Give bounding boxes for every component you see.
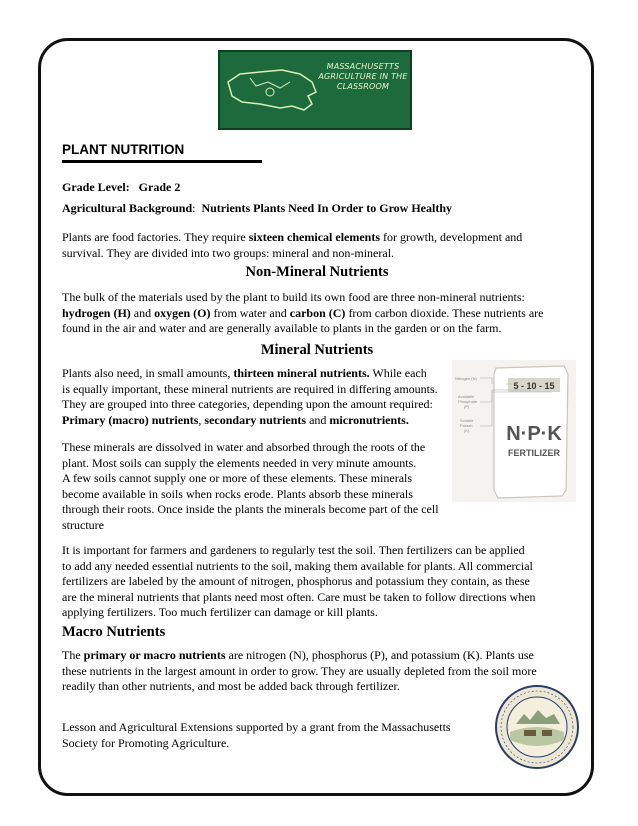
background-label: Agricultural Background [62,201,193,215]
npk-fertilizer-bag-image [452,360,576,502]
mineral-comma: , [198,412,205,427]
nonmineral-from: from water and [210,305,290,320]
mineral-p1a: Plants also need, in small amounts, [62,366,234,380]
masssachusetts-ag-logo [218,50,412,130]
macro-line2: these nutrients in the largest amount in order to grow. They are usually depleted from the soil more [62,663,537,678]
carbon-term: carbon (C) [289,305,346,320]
label-soluble: Soluble [460,418,474,423]
footer-line1: Lesson and Agricultural Extensions supported by a grant from the Massachusetts [62,720,451,734]
label-k: (K) [464,428,470,433]
title-underline [62,160,262,163]
mineral-p3-line: It is important for farmers and gardeners to regularly test the soil. Then fertilizers can be applied [62,543,525,557]
intro-text-line2: survival. They are divided into two groups: mineral and non-mineral. [62,245,395,260]
mineral-p2-line: plant. Most soils can supply the elements needed in very minute amounts. [62,455,417,470]
nonmineral-line1: The bulk of the materials used by the plant to build its own food are three non-mineral nutrients: [62,290,525,304]
ag-background [62,201,452,217]
thirteen-minerals-term: thirteen mineral nutrients. [233,366,370,380]
micronutrients-term: micronutrients. [329,412,409,427]
mineral-p3-line: to add any needed essential nutrients to the soil, making them available for plants. All commercial [62,558,533,573]
macro-c: are nitrogen (N), phosphorus (P), and potassium (K). Plants use [225,648,534,662]
label-phosphate: Phosphate [458,399,478,404]
grade-label: Grade Level: [62,180,130,194]
mineral-p1c: While each [369,366,427,380]
intro-text-a: Plants are food factories. They require [62,230,249,244]
oxygen-term: oxygen (O) [154,305,211,320]
fertilizer-npk: N·P·K [506,423,562,445]
heading-non-mineral: Non-Mineral Nutrients [245,264,389,280]
intro-text-c: for growth, development and [380,230,523,244]
background-value: Nutrients Plants Need In Order to Grow Healthy [201,201,453,215]
mineral-p3-line: applying fertilizers. Too much fertilizer can damage or kill plants. [62,605,378,619]
intro-paragraph [62,230,522,261]
mineral-p2-line: A few soils cannot supply one or more of these elements. These minerals [62,471,413,485]
footer-line2: Society for Promoting Agriculture. [62,735,230,750]
mineral-paragraph-1 [62,366,438,428]
fertilizer-numbers: 5 - 10 - 15 [513,381,555,391]
mineral-paragraph-2 [62,440,439,533]
nonmineral-line3: found in the air and water and are generally available to plants in the garden or on the farm. [62,321,502,335]
mineral-p1-line3: They are grouped into three categories, depending upon the amount required: [62,397,433,411]
heading-mineral: Mineral Nutrients [260,342,374,358]
primary-nutrients-term: Primary (macro) nutrients [62,412,199,427]
macro-paragraph [62,648,537,695]
nonmineral-and: and [130,305,155,320]
mineral-p3-line: fertilizers are labeled by the amount of nitrogen, phosphorus and potassium they contain, as these [62,574,530,588]
fertilizer-word: FERTILIZER [508,448,560,458]
intro-text-b: sixteen chemical elements [248,230,381,244]
logo-text: MASSACHUSETTS AGRICULTURE IN THE CLASSROOM [318,62,408,91]
mineral-p2-line: become available in soils when rocks erode. Plants absorb these minerals [62,486,413,501]
non-mineral-paragraph [62,290,543,337]
mineral-p2-line: structure [62,517,104,532]
mineral-p2-line: These minerals are dissolved in water and absorbed through the roots of the [62,440,426,454]
heading-macro: Macro Nutrients [62,624,166,640]
society-seal-image [494,684,580,770]
hydrogen-term: hydrogen (H) [62,305,131,320]
macro-line3: readily than other nutrients, and most be added back through fertilizer. [62,679,400,693]
secondary-nutrients-term: secondary nutrients [204,412,307,427]
macro-term: primary or macro nutrients [83,648,226,662]
mineral-p3-line: are the mineral nutrients that plants need most often. Care must be taken to follow directions when [62,589,536,604]
label-potash: Potash [460,423,473,428]
page-title: PLANT NUTRITION [62,142,185,157]
mineral-p2-line: through their roots. Once inside the plants the minerals become part of the cell [62,502,439,516]
macro-a: The [62,648,84,662]
grade-value: Grade 2 [138,180,181,194]
label-nitrogen: Nitrogen (N) [455,376,477,381]
footer-credit [62,720,451,751]
label-p: (P) [464,404,470,409]
grade-level [62,180,180,196]
background-sep: : [192,201,196,215]
mineral-paragraph-3 [62,543,536,621]
mineral-p1-line2: is equally important, these mineral nutrients are required in differing amounts. [62,381,438,396]
label-available: Available [458,394,475,399]
mineral-and: and [306,412,330,427]
nonmineral-rest: from carbon dioxide. These nutrients are [345,305,544,320]
